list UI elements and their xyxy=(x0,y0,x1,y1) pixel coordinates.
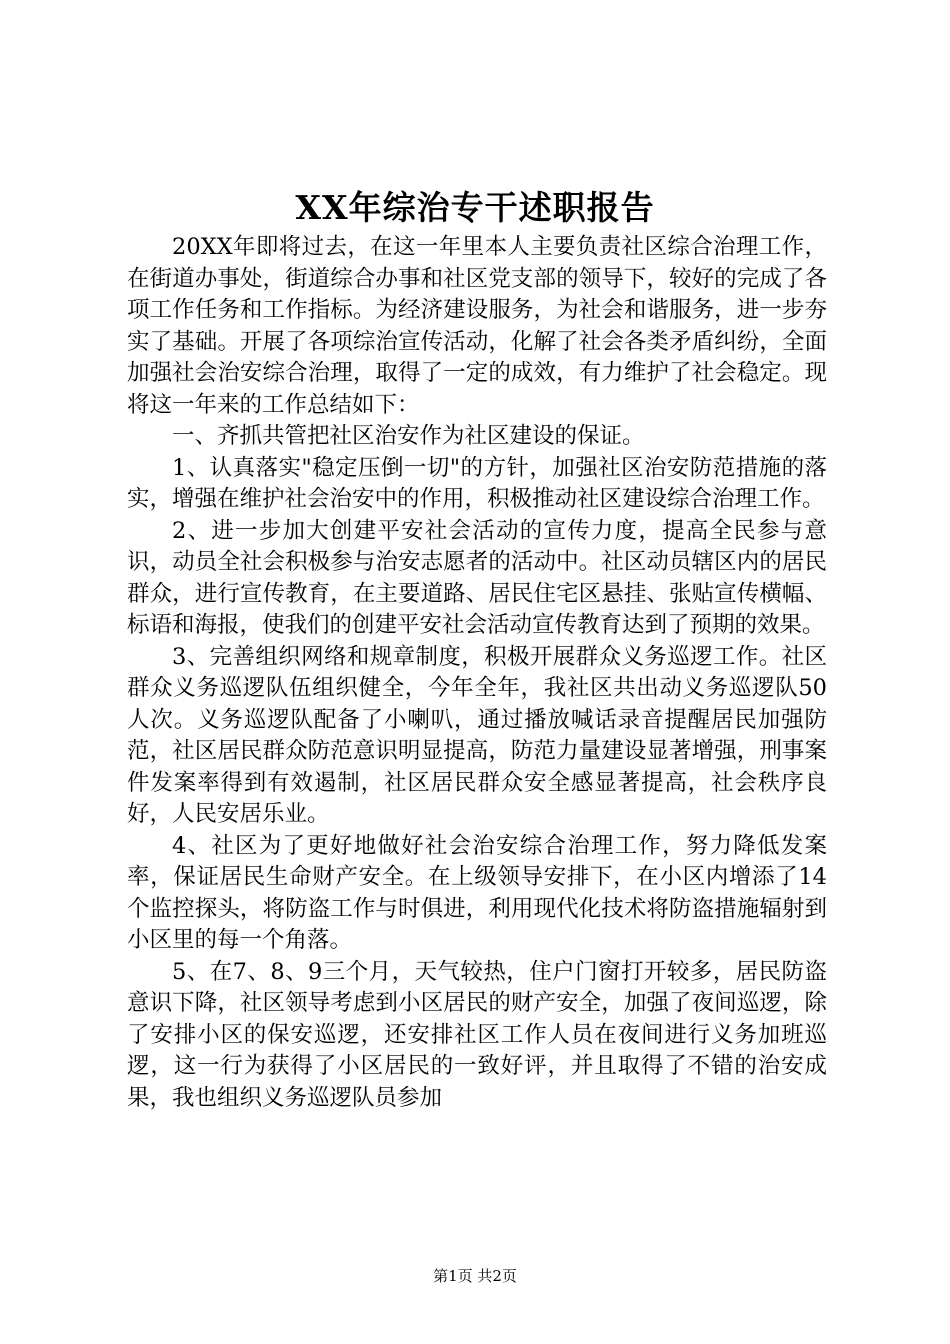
document-body xyxy=(127,232,827,1114)
intro-paragraph: 20XX年即将过去，在这一年里本人主要负责社区综合治理工作，在街道办事处，街道综合办事和社区党支部的领导下，较好的完成了各项工作任务和工作指标。为经济建设服务，为社会和谐服务，进一步夯实了基础。开展了各项综治宣传活动，化解了社会各类矛盾纠纷，全面加强社会治安综合治理，取得了一定的成效，有力维护了社会稳定。现将这一年来的工作总结如下： xyxy=(127,234,827,418)
page-footer: 第1页 共2页 xyxy=(433,1267,517,1285)
body-paragraph: 4、社区为了更好地做好社会治安综合治理工作，努力降低发案率，保证居民生命财产安全。在上级领导安排下，在小区内增添了14个监控探头，将防盗工作与时俱进，利用现代化技术将防盗措施辐射到小区里的每一个角落。 xyxy=(127,832,827,953)
body-paragraph: 5、在7、8、9三个月，天气较热，住户门窗打开较多，居民防盗意识下降，社区领导考虑到小区居民的财产安全，加强了夜间巡逻，除了安排小区的保安巡逻，还安排社区工作人员在夜间进行义务加班巡逻，这一行为获得了小区居民的一致好评，并且取得了不错的治安成果，我也组织义务巡逻队员参加 xyxy=(127,958,827,1111)
section-heading: 一、齐抓共管把社区治安作为社区建设的保证。 xyxy=(172,423,645,449)
body-paragraph: 3、完善组织网络和规章制度，积极开展群众义务巡逻工作。社区群众义务巡逻队伍组织健全，今年全年，我社区共出动义务巡逻队50人次。义务巡逻队配备了小喇叭，通过播放喊话录音提醒居民加强防范，社区居民群众防范意识明显提高，防范力量建设显著增强，刑事案件发案率得到有效遏制，社区居民群众安全感显著提高，社会秩序良好，人民安居乐业。 xyxy=(127,643,827,827)
document-title: XX年综治专干述职报告 xyxy=(295,188,655,227)
body-paragraph: 2、进一步加大创建平安社会活动的宣传力度，提高全民参与意识，动员全社会积极参与治安志愿者的活动中。社区动员辖区内的居民群众，进行宣传教育，在主要道路、居民住宅区悬挂、张贴宣传横幅、标语和海报，使我们的创建平安社会活动宣传教育达到了预期的效果。 xyxy=(127,517,827,638)
body-paragraph: 1、认真落实"稳定压倒一切"的方针，加强社区治安防范措施的落实，增强在维护社会治安中的作用，积极推动社区建设综合治理工作。 xyxy=(127,454,827,512)
